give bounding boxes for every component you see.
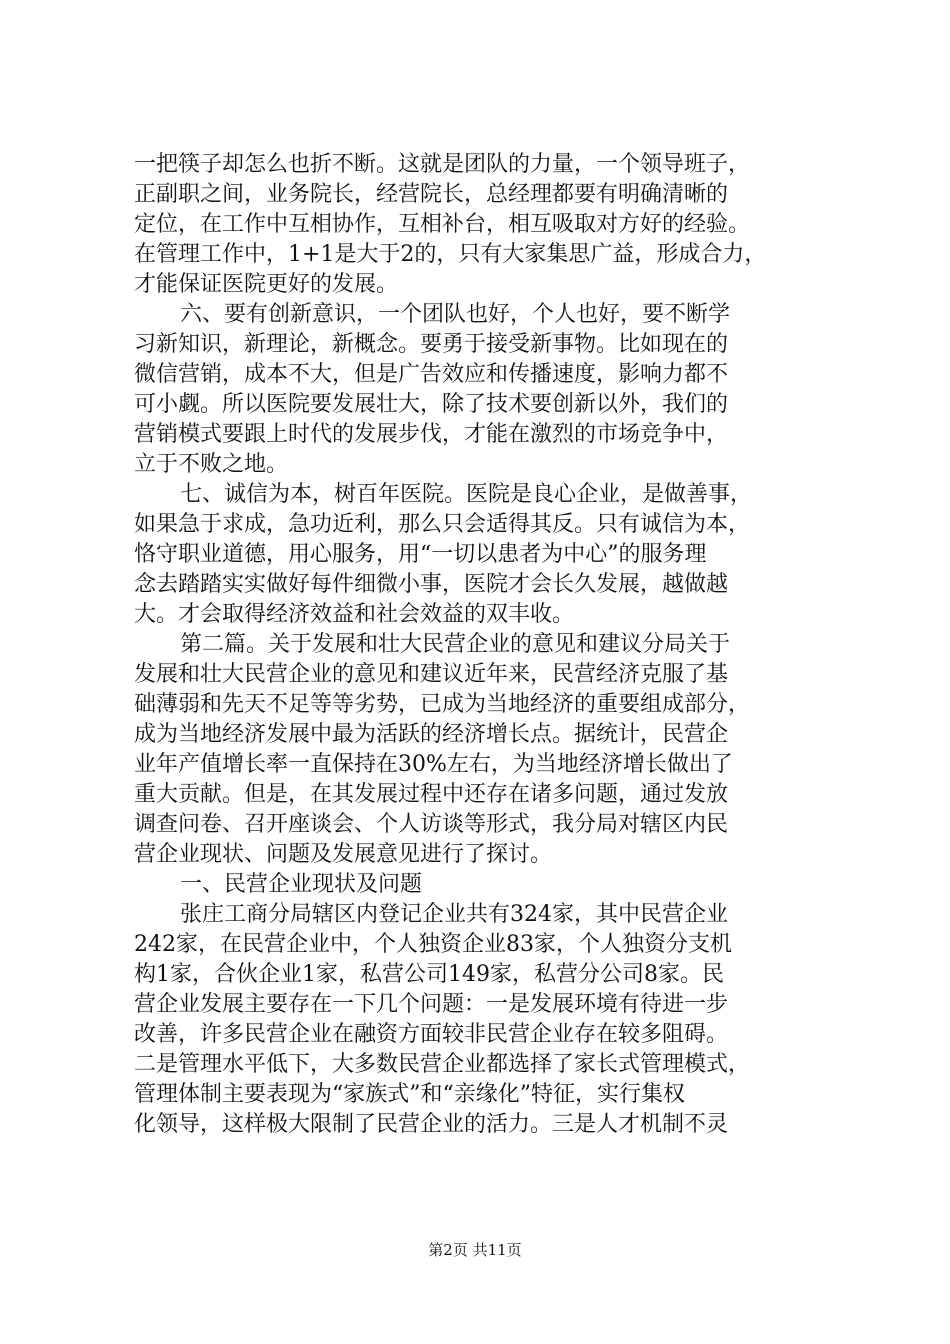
text-line: 定位，在工作中互相协作，互相补台，相互吸取对方好的经验。 — [134, 212, 751, 237]
text-line: 化领导，这样极大限制了民营企业的活力。三是人才机制不灵 — [134, 1112, 729, 1137]
paragraph-start-line: 第二篇。关于发展和壮大民营企业的意见和建议分局关于 — [180, 632, 731, 657]
text-line: 础薄弱和先天不足等等劣势，已成为当地经济的重要组成部分， — [134, 692, 751, 717]
text-line: 构1家，合伙企业1家，私营公司149家，私营分公司8家。民 — [134, 962, 724, 987]
text-line: 如果急于求成，急功近利，那么只会适得其反。只有诚信为本， — [134, 512, 751, 537]
text-line: 改善，许多民营企业在融资方面较非民营企业存在较多阻碍。 — [134, 1022, 729, 1047]
text-line: 营企业发展主要存在一下几个问题：一是发展环境有待进一步 — [134, 992, 729, 1017]
text-line: 二是管理水平低下，大多数民营企业都选择了家长式管理模式， — [134, 1052, 751, 1077]
page-footer: 第2页 共11页 — [428, 1241, 522, 1259]
text-line: 大。才会取得经济效益和社会效益的双丰收。 — [134, 602, 575, 627]
text-line: 成为当地经济发展中最为活跃的经济增长点。据统计，民营企 — [134, 722, 729, 747]
text-line: 调查问卷、召开座谈会、个人访谈等形式，我分局对辖区内民 — [134, 812, 729, 837]
text-line: 业年产值增长率一直保持在30%左右，为当地经济增长做出了 — [134, 752, 733, 777]
text-line: 可小觑。所以医院要发展壮大，除了技术要创新以外，我们的 — [134, 392, 729, 417]
text-line: 立于不败之地。 — [134, 452, 289, 477]
text-line: 念去踏踏实实做好每件细微小事，医院才会长久发展，越做越 — [134, 572, 729, 597]
text-line: 恪守职业道德，用心服务，用“一切以患者为中心”的服务理 — [134, 542, 707, 567]
text-line: 发展和壮大民营企业的意见和建议近年来，民营经济克服了基 — [134, 662, 729, 687]
text-line: 242家，在民营企业中，个人独资企业83家，个人独资分支机 — [134, 932, 732, 957]
text-line: 一把筷子却怎么也折不断。这就是团队的力量，一个领导班子， — [134, 152, 751, 177]
text-line: 正副职之间，业务院长，经营院长，总经理都要有明确清晰的 — [134, 182, 729, 207]
text-line: 重大贡献。但是，在其发展过程中还存在诸多问题，通过发放 — [134, 782, 729, 807]
paragraph-start-line: 七、诚信为本，树百年医院。医院是良心企业，是做善事， — [180, 482, 753, 507]
text-line: 在管理工作中，1+1是大于2的，只有大家集思广益，形成合力， — [134, 242, 767, 267]
text-line: 才能保证医院更好的发展。 — [134, 272, 399, 297]
text-line: 微信营销，成本不大，但是广告效应和传播速度，影响力都不 — [134, 362, 729, 387]
text-line: 营销模式要跟上时代的发展步伐，才能在激烈的市场竞争中， — [134, 422, 729, 447]
text-line: 习新知识，新理论，新概念。要勇于接受新事物。比如现在的 — [134, 332, 729, 357]
body-text — [134, 150, 824, 1140]
text-line: 营企业现状、问题及发展意见进行了探讨。 — [134, 842, 553, 867]
paragraph-start-line: 六、要有创新意识，一个团队也好，个人也好，要不断学 — [180, 302, 731, 327]
paragraph-start-line: 张庄工商分局辖区内登记企业共有324家，其中民营企业 — [180, 902, 728, 927]
section-heading: 一、民营企业现状及问题 — [180, 872, 423, 897]
text-line: 管理体制主要表现为“家族式”和“亲缘化”特征，实行集权 — [134, 1082, 685, 1107]
